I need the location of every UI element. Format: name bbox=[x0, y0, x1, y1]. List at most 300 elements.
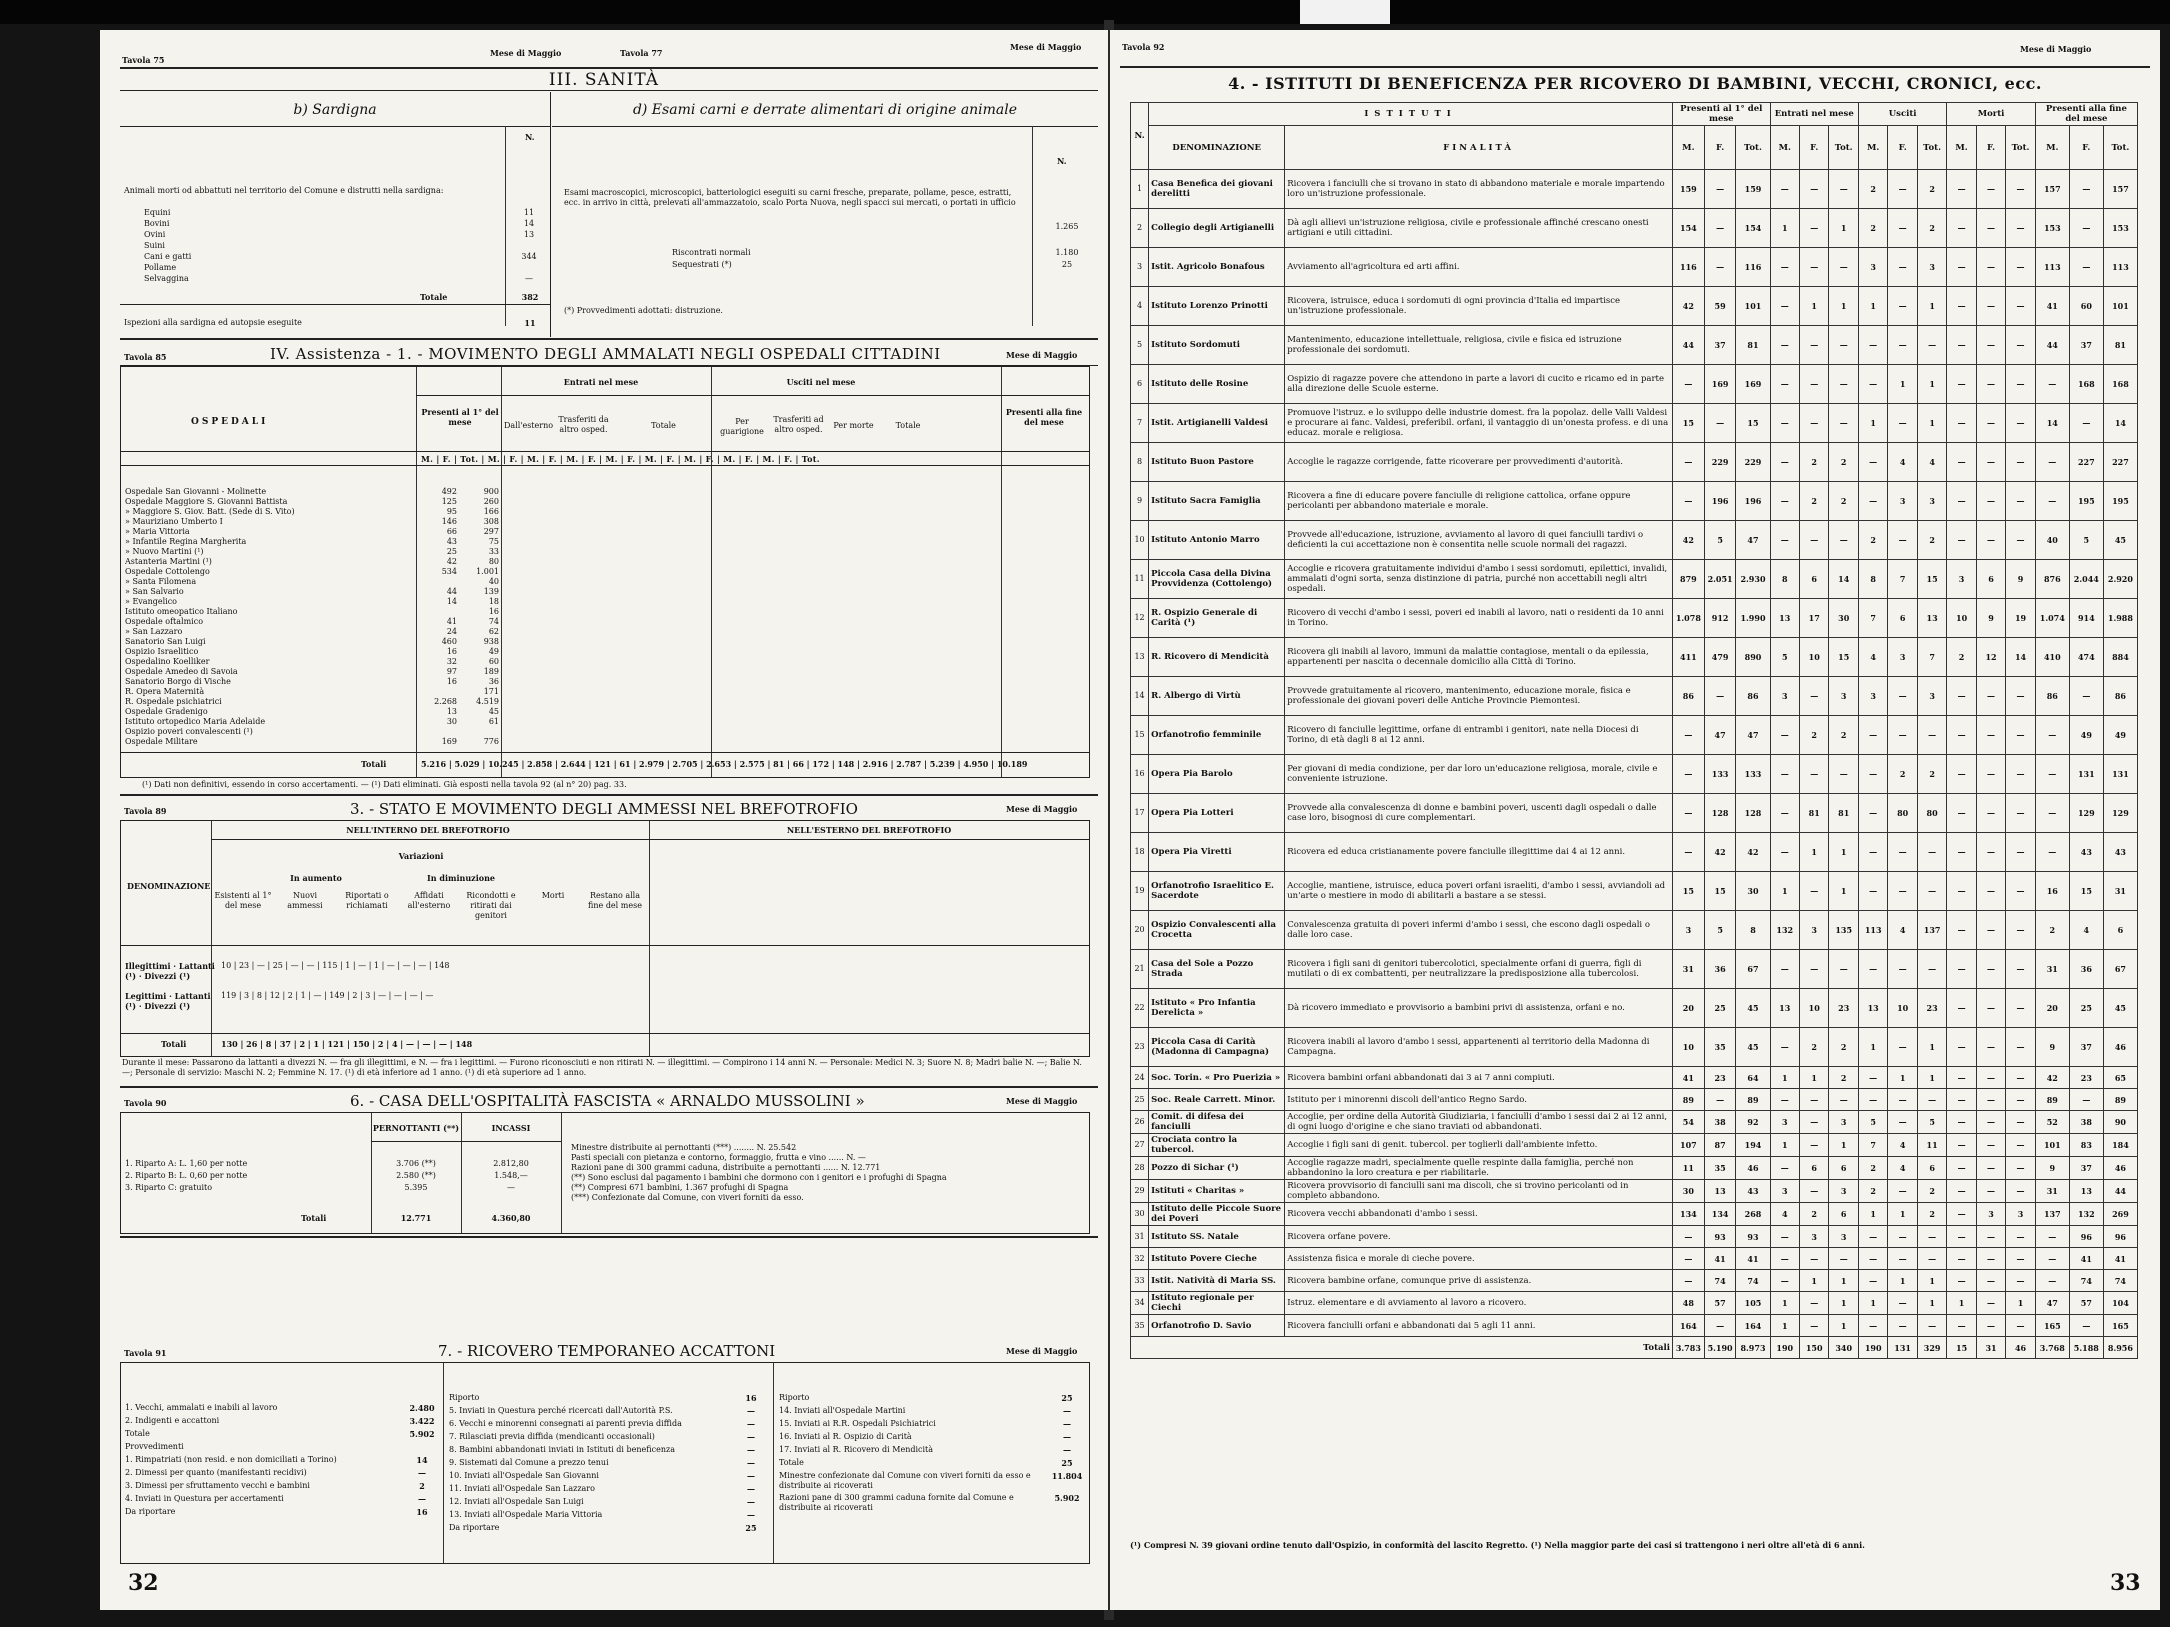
ospedale-presenti-m: 42 bbox=[446, 557, 457, 566]
istituto-finalita: Provvede alla convalescenza di donne e bambini poveri, uscenti dagli ospedali o dalle case loro, bisognosi di cure complementari. bbox=[1285, 794, 1673, 833]
istituto-value: 44 bbox=[1673, 326, 1705, 365]
mft-header: Tot. bbox=[2103, 126, 2137, 170]
ospitalita-note-line: Minestre distribuite ai pernottanti (***) ........ N. 25.542 bbox=[571, 1143, 797, 1152]
istituto-finalita: Ricovera i figli sani di genitori tubercolotici, specialmente orfani di guerra, figli di mutilati o di ex combattenti, per neutralizzare la predisposizione alla tubercolosi. bbox=[1285, 950, 1673, 989]
istituto-value: — bbox=[1770, 248, 1799, 287]
ospedale-presenti-tot: 49 bbox=[488, 647, 499, 656]
ricovero-row bbox=[779, 1471, 1085, 1491]
istituto-value: — bbox=[2035, 1226, 2069, 1248]
istituto-finalita: Provvede gratuitamente al ricovero, mantenimento, educazione morale, fisica e professionale dei giovani poveri delle Antiche Provincie Piemontesi. bbox=[1285, 677, 1673, 716]
istituto-value: 5 bbox=[1917, 1111, 1946, 1134]
bref-row-label: Illegittimi · Lattanti (¹) · Divezzi (¹) bbox=[125, 961, 215, 981]
istituto-number: 30 bbox=[1131, 1203, 1149, 1226]
istituto-value: — bbox=[1888, 872, 1917, 911]
istituto-value: 3 bbox=[1917, 677, 1946, 716]
istituto-row bbox=[1131, 677, 2138, 716]
istituto-value: 42 bbox=[2035, 1067, 2069, 1089]
bref-esterno-header: NELL'ESTERNO DEL BREFOTROFIO bbox=[786, 825, 952, 835]
istituto-value: 74 bbox=[1704, 1270, 1736, 1292]
istituto-value: 1 bbox=[1829, 209, 1858, 248]
istituto-value: 13 bbox=[1917, 599, 1946, 638]
istituto-finalita: Ricovera bambine orfane, comunque prive di assistenza. bbox=[1285, 1270, 1673, 1292]
trasferiti-ad-header: Trasferiti ad altro osped. bbox=[773, 415, 824, 434]
istituto-name: Opera Pia Barolo bbox=[1149, 755, 1285, 794]
sardigna-row bbox=[124, 208, 544, 219]
ospedale-name: Ospedale Cottolengo bbox=[125, 567, 210, 576]
tavola-75-label: Tavola 75 bbox=[122, 55, 165, 65]
istituto-value: — bbox=[1976, 443, 2005, 482]
istituto-value: — bbox=[1704, 170, 1736, 209]
ospedale-presenti-m bbox=[421, 577, 457, 587]
istituto-value: 80 bbox=[1917, 794, 1946, 833]
bref-column-header: Ricondotti e ritirati dai genitori bbox=[466, 891, 516, 920]
ospedale-presenti-tot: 1.001 bbox=[476, 567, 499, 576]
istituto-value: 169 bbox=[1704, 365, 1736, 404]
istituto-value: — bbox=[1829, 1089, 1858, 1111]
istituto-value: — bbox=[2006, 365, 2036, 404]
sardigna-ispezioni-value: 11 bbox=[524, 318, 536, 328]
istituto-value: 46 bbox=[1736, 1157, 1770, 1180]
istituto-value: 81 bbox=[2103, 326, 2137, 365]
istituto-value: — bbox=[1976, 1180, 2005, 1203]
istituto-name: Opera Pia Lotteri bbox=[1149, 794, 1285, 833]
presenti-fine-header: Presenti alla fine del mese bbox=[1005, 407, 1083, 427]
bref-column-header: Restano alla fine del mese bbox=[588, 891, 642, 910]
istituto-value: 3 bbox=[1799, 1226, 1828, 1248]
ospitalita-row-pern: 3.706 (**) bbox=[396, 1159, 436, 1168]
bref-row bbox=[125, 991, 1085, 1021]
istituto-value: 10 bbox=[1888, 989, 1917, 1028]
istituto-value: 86 bbox=[2103, 677, 2137, 716]
istituto-value: 15 bbox=[1673, 404, 1705, 443]
istituto-value: 134 bbox=[1673, 1203, 1705, 1226]
istituto-value: — bbox=[1947, 1028, 1976, 1067]
istituto-value: 35 bbox=[1704, 1157, 1736, 1180]
istituto-row bbox=[1131, 521, 2138, 560]
ospedali-totali-label: Totali bbox=[361, 759, 387, 769]
ospedale-presenti-tot: 40 bbox=[488, 577, 499, 586]
mft-header: F. bbox=[2069, 126, 2103, 170]
istituto-number: 34 bbox=[1131, 1292, 1149, 1315]
ospedale-presenti-m: 25 bbox=[446, 547, 457, 556]
sardigna-row-label: Cani e gatti bbox=[144, 252, 192, 261]
brefotrofio-table bbox=[120, 820, 1090, 1057]
ricovero-row bbox=[449, 1393, 769, 1404]
istituto-value: 7 bbox=[1917, 638, 1946, 677]
istituto-value: 31 bbox=[2035, 950, 2069, 989]
istituto-value: — bbox=[2035, 482, 2069, 521]
ospedale-name: » Maurizianо Umberto I bbox=[125, 517, 223, 526]
ospedale-name: Ospedale Militare bbox=[125, 737, 198, 746]
istituto-value: 165 bbox=[2035, 1315, 2069, 1337]
istituto-value: — bbox=[1799, 521, 1828, 560]
ricovero-row bbox=[779, 1458, 1085, 1469]
istituto-value: 31 bbox=[1673, 950, 1705, 989]
istituto-value: 104 bbox=[2103, 1292, 2137, 1315]
istituto-name: Istit. Artigianelli Valdesi bbox=[1149, 404, 1285, 443]
ricovero-row bbox=[125, 1455, 440, 1466]
istituto-value: — bbox=[2035, 1248, 2069, 1270]
page-number-left: 32 bbox=[128, 1570, 159, 1596]
istituto-value: 159 bbox=[1736, 170, 1770, 209]
ospedale-presenti-m: 24 bbox=[446, 627, 457, 636]
istituto-value: — bbox=[1888, 1111, 1917, 1134]
istituto-value: 2 bbox=[1917, 170, 1946, 209]
column-divider bbox=[561, 1113, 562, 1233]
istituto-value: — bbox=[1947, 1203, 1976, 1226]
istituto-number: 4 bbox=[1131, 287, 1149, 326]
ricovero-row bbox=[125, 1494, 440, 1505]
istituto-value: 3 bbox=[1770, 677, 1799, 716]
ospedale-name: Ospedalino Koelliker bbox=[125, 657, 210, 666]
ospedali-totali: 5.216 | 5.029 | 10.245 | 2.858 | 2.644 | 121 | 61 | 2.979 | 2.705 | 2.653 | 2.575 | 81 | 66 | 172 | 148 | 2.916 | 2.787 | 5.239 | 4.950 | 10.189 bbox=[421, 759, 1028, 769]
mese-label-right: Mese di Maggio bbox=[2020, 44, 2092, 54]
totali-row bbox=[1131, 1337, 2138, 1359]
istituto-name: Orfanotrofio Israelitico E. Sacerdote bbox=[1149, 872, 1285, 911]
ricovero-row-value: 25 bbox=[1061, 1393, 1073, 1403]
istituto-value: — bbox=[1976, 209, 2005, 248]
dall-esterno-header: Dall'esterno bbox=[503, 421, 554, 430]
istituto-value: — bbox=[1799, 1111, 1828, 1134]
mese-label-6: Mese di Maggio bbox=[1006, 1346, 1078, 1356]
istituto-value: 1 bbox=[1858, 1292, 1887, 1315]
ospedale-presenti-tot: 18 bbox=[488, 597, 499, 606]
istituto-value: 105 bbox=[1736, 1292, 1770, 1315]
istituto-value: — bbox=[1888, 1028, 1917, 1067]
tavola-92-label: Tavola 92 bbox=[1122, 42, 1165, 52]
istituto-value: — bbox=[1947, 404, 1976, 443]
istituto-value: 13 bbox=[1858, 989, 1887, 1028]
istituto-value: 83 bbox=[2069, 1134, 2103, 1157]
istituto-value: — bbox=[2069, 404, 2103, 443]
ospitalita-row-inc: 1.548,— bbox=[494, 1171, 528, 1180]
istituto-value: 14 bbox=[2103, 404, 2137, 443]
istituto-value: — bbox=[1976, 326, 2005, 365]
istituto-value: — bbox=[1858, 755, 1887, 794]
istituto-value: 113 bbox=[1858, 911, 1887, 950]
istituto-value: 96 bbox=[2069, 1226, 2103, 1248]
istituto-value: — bbox=[2006, 404, 2036, 443]
rule bbox=[120, 90, 1098, 91]
istituto-value: 2 bbox=[1917, 209, 1946, 248]
ospitalita-note-line: Razioni pane di 300 grammi caduna, distribuite a pernottanti ...... N. 12.771 bbox=[571, 1163, 881, 1172]
istituto-value: — bbox=[2006, 989, 2036, 1028]
istituto-value: 43 bbox=[2103, 833, 2137, 872]
istituto-value: — bbox=[1770, 1270, 1799, 1292]
istituto-name: Istituto Povere Cieche bbox=[1149, 1248, 1285, 1270]
istituto-value: — bbox=[2006, 677, 2036, 716]
istituto-value: 2 bbox=[1829, 482, 1858, 521]
istituto-value: — bbox=[1976, 1315, 2005, 1337]
ospedale-presenti-m: 2.268 bbox=[434, 697, 457, 706]
istituto-value: 48 bbox=[1673, 1292, 1705, 1315]
istituto-value: 6 bbox=[1829, 1157, 1858, 1180]
sardigna-row bbox=[124, 241, 544, 252]
istituto-value: 410 bbox=[2035, 638, 2069, 677]
ospitalita-title: 6. - CASA DELL'OSPITALITÀ FASCISTA « ARNALDO MUSSOLINI » bbox=[350, 1092, 865, 1110]
istituto-value: — bbox=[1888, 1292, 1917, 1315]
istituto-value: — bbox=[2069, 170, 2103, 209]
istituto-value: 52 bbox=[2035, 1111, 2069, 1134]
istituto-value: 116 bbox=[1673, 248, 1705, 287]
ospitalita-row-pern: 5.395 bbox=[404, 1183, 428, 1192]
istituto-value: — bbox=[1770, 755, 1799, 794]
istituto-value: 81 bbox=[1799, 794, 1828, 833]
esami-n-header: N. bbox=[1057, 156, 1067, 166]
istituto-value: 47 bbox=[1704, 716, 1736, 755]
istituto-value: 1 bbox=[1799, 833, 1828, 872]
ricovero-row bbox=[779, 1406, 1085, 1417]
bref-column-header: Nuovi ammessi bbox=[287, 891, 323, 910]
istituto-value: 74 bbox=[2069, 1270, 2103, 1292]
istituto-value: 1 bbox=[1770, 872, 1799, 911]
istituto-value: — bbox=[1673, 443, 1705, 482]
istituto-value: — bbox=[1858, 833, 1887, 872]
istituto-value: 129 bbox=[2069, 794, 2103, 833]
istituto-value: 3 bbox=[2006, 1203, 2036, 1226]
istituto-value: 1 bbox=[1829, 287, 1858, 326]
ricovero-row-label: Provvedimenti bbox=[125, 1442, 184, 1451]
istituto-value: 1 bbox=[1799, 287, 1828, 326]
istituto-number: 16 bbox=[1131, 755, 1149, 794]
istituto-value: — bbox=[1976, 1270, 2005, 1292]
istituto-value: — bbox=[1704, 248, 1736, 287]
istituto-value: 2 bbox=[1917, 755, 1946, 794]
istituto-value: 41 bbox=[2035, 287, 2069, 326]
istituto-value: 16 bbox=[2035, 872, 2069, 911]
istituto-value: — bbox=[1976, 248, 2005, 287]
istituto-value: 6 bbox=[1888, 599, 1917, 638]
istituto-name: Pozzo di Sichar (¹) bbox=[1149, 1157, 1285, 1180]
sardigna-row-label: Suini bbox=[144, 241, 165, 250]
istituto-row bbox=[1131, 950, 2138, 989]
istituto-value: 15 bbox=[1704, 872, 1736, 911]
ricovero-row-label: Da riportare bbox=[125, 1507, 176, 1516]
ricovero-row-label: Totale bbox=[779, 1458, 804, 1467]
istituto-value: 107 bbox=[1673, 1134, 1705, 1157]
istituto-finalita: Dà agli allievi un'istruzione religiosa, civile e professionale affinché crescano onesti artigiani e utili cittadini. bbox=[1285, 209, 1673, 248]
istituto-value: 90 bbox=[2103, 1111, 2137, 1134]
istituto-name: Ospizio Convalescenti alla Crocetta bbox=[1149, 911, 1285, 950]
istituto-value: — bbox=[1976, 989, 2005, 1028]
istituto-name: Orfanotrofio D. Savio bbox=[1149, 1315, 1285, 1337]
istituto-value: — bbox=[1917, 872, 1946, 911]
istituto-value: 43 bbox=[2069, 833, 2103, 872]
istituto-value: 42 bbox=[1736, 833, 1770, 872]
istituto-value: — bbox=[1770, 1226, 1799, 1248]
istituto-value: 159 bbox=[1673, 170, 1705, 209]
istituto-value: — bbox=[1917, 1226, 1946, 1248]
istituto-value: — bbox=[1829, 755, 1858, 794]
ricovero-row-value: — bbox=[747, 1445, 755, 1455]
ospitalita-row-label: 2. Riparto B: L. 0,60 per notte bbox=[125, 1171, 248, 1180]
column-divider bbox=[443, 1363, 444, 1563]
istituto-value: 195 bbox=[2103, 482, 2137, 521]
ricovero-row-value: 5.902 bbox=[409, 1429, 435, 1439]
istituto-value: — bbox=[1917, 833, 1946, 872]
bref-column-header: Esistenti al 1° del mese bbox=[214, 891, 272, 910]
istituto-value: 80 bbox=[1888, 794, 1917, 833]
istituto-row bbox=[1131, 248, 2138, 287]
rule bbox=[121, 752, 1089, 753]
istituto-value: 154 bbox=[1736, 209, 1770, 248]
istituto-value: 89 bbox=[2035, 1089, 2069, 1111]
istituto-value: 1.990 bbox=[1736, 599, 1770, 638]
rule bbox=[552, 126, 1098, 127]
istituto-value: 3 bbox=[1858, 677, 1887, 716]
mft-header: Tot. bbox=[1736, 126, 1770, 170]
istituto-value: 164 bbox=[1673, 1315, 1705, 1337]
ospedale-presenti-tot: 938 bbox=[483, 637, 499, 646]
entrati-header: Entrati nel mese bbox=[563, 377, 639, 387]
istituto-value: 44 bbox=[2103, 1180, 2137, 1203]
istituto-finalita: Ricovera inabili al lavoro d'ambo i sessi, appartenenti al territorio della Madonna di Campagna. bbox=[1285, 1028, 1673, 1067]
istituto-value: 45 bbox=[2103, 521, 2137, 560]
ospedale-presenti-m bbox=[421, 607, 457, 617]
totali-value: 131 bbox=[1888, 1337, 1917, 1359]
istituto-name: Crociata contro la tubercol. bbox=[1149, 1134, 1285, 1157]
ospedali-table bbox=[120, 366, 1090, 778]
istituto-name: Istituto Lorenzo Prinotti bbox=[1149, 287, 1285, 326]
istituto-value: 1 bbox=[1888, 1270, 1917, 1292]
ospitalita-note-line: (**) Compresi 671 bambini, 1.367 profughi di Spagna bbox=[571, 1183, 789, 1192]
istituto-value: 2 bbox=[1829, 1028, 1858, 1067]
ospedale-presenti-tot: 36 bbox=[488, 677, 499, 686]
istituto-value: — bbox=[2035, 833, 2069, 872]
istituto-finalita: Ricovero di vecchi d'ambo i sessi, poveri ed inabili al lavoro, nati o residenti da 10 anni in Torino. bbox=[1285, 599, 1673, 638]
istituto-value: 65 bbox=[2103, 1067, 2137, 1089]
istituto-value: 7 bbox=[1888, 560, 1917, 599]
totali-value: 150 bbox=[1799, 1337, 1828, 1359]
istituto-value: 7 bbox=[1858, 1134, 1887, 1157]
ospedale-presenti-tot: 166 bbox=[483, 507, 499, 516]
mese-label-4: Mese di Maggio bbox=[1006, 804, 1078, 814]
istituto-value: — bbox=[2006, 755, 2036, 794]
istituto-value: — bbox=[1947, 1089, 1976, 1111]
ricovero-row bbox=[449, 1497, 769, 1508]
ricovero-row-label: 11. Inviati all'Ospedale San Lazzaro bbox=[449, 1484, 595, 1493]
istituto-value: 1 bbox=[1799, 1270, 1828, 1292]
mese-label-2: Mese di Maggio bbox=[1010, 42, 1082, 52]
istituto-value: — bbox=[1799, 326, 1828, 365]
istituto-value: — bbox=[1947, 911, 1976, 950]
istituto-value: 133 bbox=[1736, 755, 1770, 794]
istituto-value: — bbox=[2006, 1270, 2036, 1292]
istituto-value: 30 bbox=[1736, 872, 1770, 911]
istituto-name: Comit. di difesa dei fanciulli bbox=[1149, 1111, 1285, 1134]
ricovero-row-label: Minestre confezionate dal Comune con viveri forniti da esso e distribuite ai ricoverati bbox=[779, 1471, 1031, 1490]
istituto-value: 153 bbox=[2035, 209, 2069, 248]
istituto-value: 9 bbox=[2006, 560, 2036, 599]
column-divider bbox=[711, 367, 712, 777]
ricovero-row-label: Riporto bbox=[779, 1393, 810, 1402]
istituto-name: Istit. Agricolo Bonafous bbox=[1149, 248, 1285, 287]
istituto-value: — bbox=[1947, 755, 1976, 794]
ospedale-name: Ospedale San Giovanni - Molinette bbox=[125, 487, 267, 496]
istituto-value: 4 bbox=[1888, 1134, 1917, 1157]
istituti-table bbox=[1130, 102, 2138, 1359]
istituto-row bbox=[1131, 833, 2138, 872]
ricovero-row bbox=[449, 1445, 769, 1456]
istituto-row bbox=[1131, 989, 2138, 1028]
istituto-value: 6 bbox=[1976, 560, 2005, 599]
istituto-row bbox=[1131, 209, 2138, 248]
istituto-value: 4 bbox=[1858, 638, 1887, 677]
bref-column-header: Morti bbox=[541, 891, 565, 900]
istituto-number: 5 bbox=[1131, 326, 1149, 365]
istituto-value: — bbox=[1673, 794, 1705, 833]
istituto-value: 411 bbox=[1673, 638, 1705, 677]
totali-value: 5.188 bbox=[2069, 1337, 2103, 1359]
istituto-value: 3 bbox=[1829, 1226, 1858, 1248]
ricovero-row-label: 6. Vecchi e minorenni consegnati ai parenti previa diffida bbox=[449, 1419, 682, 1428]
istituto-value: 2 bbox=[1799, 716, 1828, 755]
ricovero-col-1 bbox=[125, 1403, 440, 1520]
ricovero-row-value: — bbox=[418, 1468, 426, 1478]
ospedale-presenti-m: 41 bbox=[446, 617, 457, 626]
istituto-row bbox=[1131, 560, 2138, 599]
ospedale-name: Ospedale oftalmico bbox=[125, 617, 204, 626]
pernottanti-header: PERNOTTANTI (**) bbox=[372, 1123, 460, 1133]
istituto-value: — bbox=[1704, 1089, 1736, 1111]
ospedale-presenti-tot: 33 bbox=[488, 547, 499, 556]
istituto-value: — bbox=[1799, 950, 1828, 989]
istituto-name: Casa del Sole a Pozzo Strada bbox=[1149, 950, 1285, 989]
incassi-header: INCASSI bbox=[491, 1123, 531, 1133]
assistenza-title: IV. Assistenza - 1. - MOVIMENTO DEGLI AMMALATI NEGLI OSPEDALI CITTADINI bbox=[270, 345, 941, 363]
istituto-value: 15 bbox=[1736, 404, 1770, 443]
istituto-value: — bbox=[1976, 1292, 2005, 1315]
tavola-91-label: Tavola 91 bbox=[124, 1348, 167, 1358]
istituto-value: 89 bbox=[1673, 1089, 1705, 1111]
ricovero-row-value: — bbox=[747, 1471, 755, 1481]
istituto-number: 7 bbox=[1131, 404, 1149, 443]
istituto-value: 86 bbox=[1673, 677, 1705, 716]
istituto-value: 19 bbox=[2006, 599, 2036, 638]
mft-header: M. bbox=[1858, 126, 1887, 170]
istituto-value: 38 bbox=[2069, 1111, 2103, 1134]
istituto-value: — bbox=[1947, 209, 1976, 248]
esami-normali: Riscontrati normali bbox=[672, 248, 751, 257]
istituto-value: — bbox=[1799, 1292, 1828, 1315]
istituto-number: 2 bbox=[1131, 209, 1149, 248]
istituto-value: 6 bbox=[1829, 1203, 1858, 1226]
istituto-value: 47 bbox=[1736, 521, 1770, 560]
istituto-value: 57 bbox=[2069, 1292, 2103, 1315]
istituto-name: Istituto Sordomuti bbox=[1149, 326, 1285, 365]
istituto-value: 43 bbox=[1736, 1180, 1770, 1203]
ricovero-row-label: 2. Dimessi per quanto (manifestanti recidivi) bbox=[125, 1468, 307, 1477]
ricovero-row bbox=[125, 1403, 440, 1414]
istituto-value: 154 bbox=[1673, 209, 1705, 248]
istituto-value: 96 bbox=[2103, 1226, 2137, 1248]
istituto-value: — bbox=[1704, 404, 1736, 443]
istituto-value: 38 bbox=[1704, 1111, 1736, 1134]
istituto-value: — bbox=[1976, 833, 2005, 872]
istituto-number: 9 bbox=[1131, 482, 1149, 521]
istituto-value: — bbox=[1947, 716, 1976, 755]
istituto-row bbox=[1131, 1226, 2138, 1248]
ospedale-presenti-tot: 139 bbox=[483, 587, 499, 596]
istituto-value: — bbox=[1947, 1315, 1976, 1337]
rule bbox=[121, 451, 1089, 452]
istituto-value: 2 bbox=[1799, 1028, 1828, 1067]
istituto-value: — bbox=[2006, 1028, 2036, 1067]
istituto-value: — bbox=[1858, 794, 1887, 833]
istituto-value: — bbox=[1858, 1226, 1887, 1248]
istituto-row bbox=[1131, 1203, 2138, 1226]
bref-row-values: 119 | 3 | 8 | 12 | 2 | 1 | — | 149 | 2 | 3 | — | — | — | — bbox=[221, 991, 434, 1000]
